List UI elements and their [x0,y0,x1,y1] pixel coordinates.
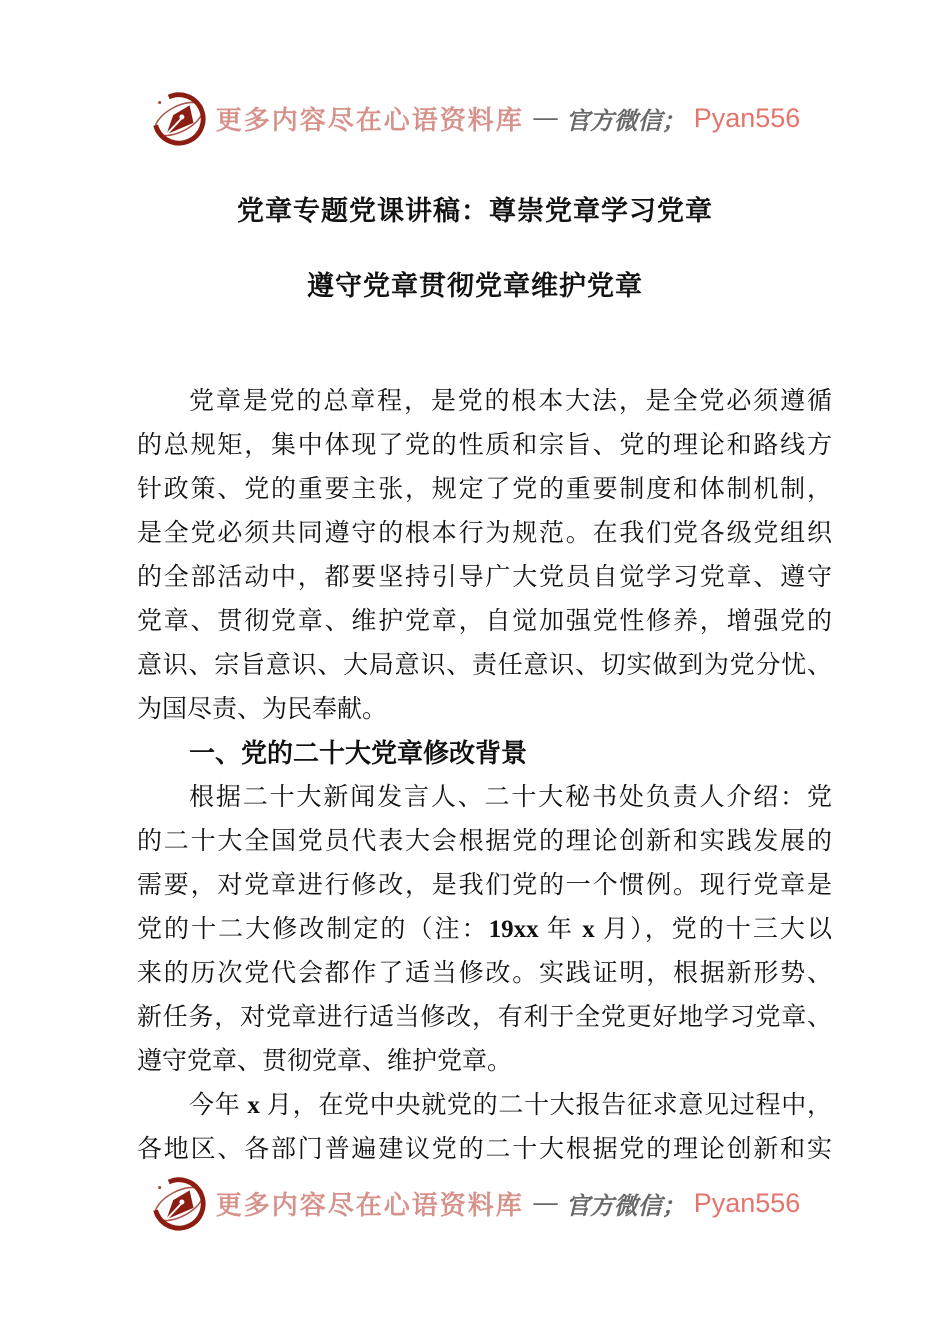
body-text-segment: 各地区、各部门普遍建议党的二十大根据党的理论创新和实 [137,1136,832,1163]
body-line [137,512,832,556]
body-line [137,864,832,908]
body-text-segment: 来的历次党代会都作了适当修改。实践证明，根据新形势、 [137,960,832,987]
placeholder-bold-text: x [247,1092,260,1119]
body-line [137,468,832,512]
body-text-segment: 党的十二大修改制定的（注： [137,916,489,943]
body-line [137,556,832,600]
body-line [137,996,832,1040]
placeholder-bold-text: 19xx [488,916,539,943]
footer-brand-text: 更多内容尽在心语资料库 [215,1190,524,1220]
body-line [137,688,832,732]
body-line [137,1128,832,1172]
pen-nib-circle-icon [150,1174,208,1232]
body-line [137,820,832,864]
header-wechat-label: 官方微信； [565,108,686,135]
body-text-segment: 今年 [189,1092,248,1119]
body-text-segment: 一、党的二十大党章修改背景 [189,739,528,768]
footer-wechat-label: 官方微信； [565,1193,686,1220]
body-text-segment: 遵守党章、贯彻党章、维护党章。 [137,1048,513,1075]
section-heading [137,732,832,776]
footer-watermark [0,1171,950,1235]
body-text-segment: 是全党必须共同遵守的根本行为规范。在我们党各级党组织 [137,520,832,547]
body-text-segment: 月，在党中央就党的二十大报告征求意见过程中， [259,1092,832,1119]
body-line [137,952,832,996]
pen-nib-circle-icon [150,89,208,147]
body-text-segment: 新任务，对党章进行适当修改，有利于全党更好地学习党章、 [137,1004,832,1031]
header-separator: — [533,104,558,131]
body-text-segment: 意识、宗旨意识、大局意识、责任意识、切实做到为党分忧、 [137,652,832,679]
body-text-segment: 月），党的十三大以 [594,916,832,943]
placeholder-bold-text: x [582,916,595,943]
body-line [137,776,832,820]
body-line [137,424,832,468]
body-line [137,644,832,688]
body-text-segment: 根据二十大新闻发言人、二十大秘书处负责人介绍：党 [189,784,832,811]
body-text-segment: 党章是党的总章程，是党的根本大法，是全党必须遵循 [189,388,832,415]
body-text-segment: 需要，对党章进行修改，是我们党的一个惯例。现行党章是 [137,872,832,899]
body-text-segment: 的总规矩，集中体现了党的性质和宗旨、党的理论和路线方 [137,432,832,459]
body-text-segment: 党章、贯彻党章、维护党章，自觉加强党性修养，增强党的 [137,608,832,635]
body-line [137,1084,832,1128]
body-text-segment: 的二十大全国党员代表大会根据党的理论创新和实践发展的 [137,828,832,855]
body-text-segment: 为国尽责、为民奉献。 [137,696,388,723]
body-text-segment: 的全部活动中，都要坚持引导广大党员自觉学习党章、遵守 [137,564,832,591]
doc-title-line1: 党章专题党课讲稿：尊崇党章学习党章 [237,196,713,226]
body-text-segment: 年 [538,916,583,943]
doc-title-line2: 遵守党章贯彻党章维护党章 [307,271,643,301]
body-line [137,600,832,644]
body-line [137,380,832,424]
header-watermark [0,86,950,150]
footer-wechat-id: Pyan556 [693,1187,801,1218]
body-text-segment: 针政策、党的重要主张，规定了党的重要制度和体制机制， [137,476,832,503]
header-brand-text: 更多内容尽在心语资料库 [215,105,524,135]
header-wechat-id: Pyan556 [693,102,801,133]
footer-separator: — [533,1189,558,1216]
body-line [137,908,832,952]
body-line [137,1040,832,1084]
document-body [137,380,832,1172]
